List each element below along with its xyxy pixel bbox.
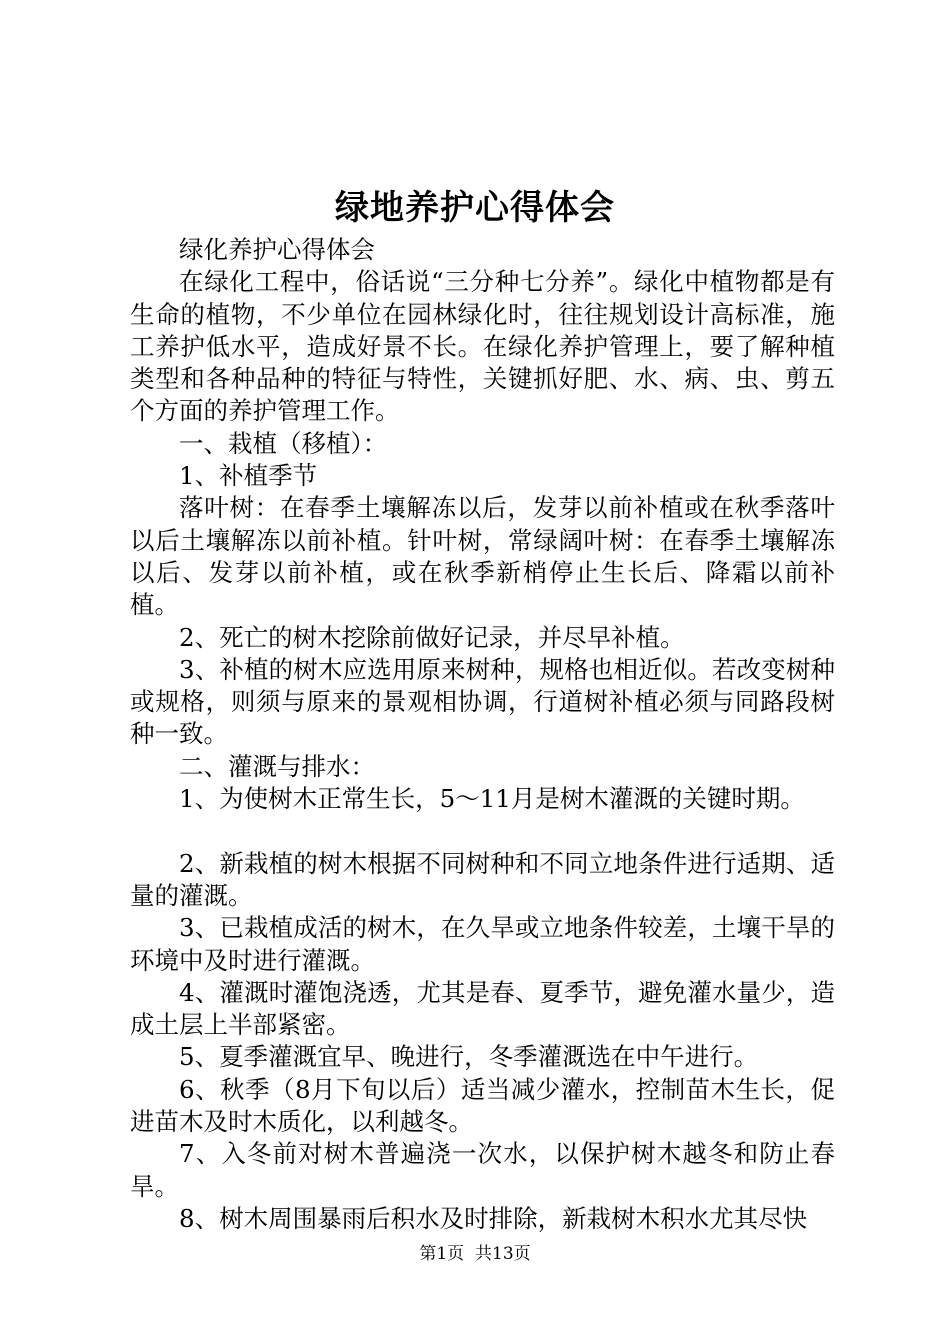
document-body bbox=[130, 234, 835, 1235]
list-item: 6、秋季（8月下旬以后）适当减少灌水，控制苗木生长，促进苗木及时木质化，以利越冬。 bbox=[130, 1074, 835, 1137]
list-item: 3、补植的树木应选用原来树种，规格也相近似。若改变树种或规格，则须与原来的景观相协调，行道树补植必须与同路段树种一致。 bbox=[130, 654, 835, 749]
list-item: 7、入冬前对树木普遍浇一次水，以保护树木越冬和防止春旱。 bbox=[130, 1139, 835, 1201]
paragraph: 绿化养护心得体会 bbox=[179, 235, 375, 264]
subsection-heading: 1、补植季节 bbox=[179, 461, 318, 491]
paragraph: 落叶树：在春季土壤解冻以后，发芽以前补植或在秋季落叶以后土壤解冻以前补植。针叶树，常绿阔叶树：在春季土壤解冻以后、发芽以前补植，或在秋季新梢停止生长后、降霜以前补植。 bbox=[130, 493, 835, 620]
list-item: 8、树木周围暴雨后积水及时排除，新栽树木积水尤其尽快 bbox=[179, 1203, 808, 1233]
page-total: 共13页 bbox=[475, 1244, 531, 1264]
list-item: 5、夏季灌溉宜早、晚进行，冬季灌溉选在中午进行。 bbox=[179, 1042, 759, 1072]
list-item: 3、已栽植成活的树木，在久旱或立地条件较差，土壤干旱的环境中及时进行灌溉。 bbox=[130, 913, 835, 975]
list-item: 1、为使树木正常生长，5～11月是树木灌溉的关键时期。 bbox=[179, 784, 805, 814]
document-title: 绿地养护心得体会 bbox=[335, 188, 615, 228]
section-heading: 一、栽植（移植）： bbox=[179, 428, 388, 458]
section-heading: 二、灌溉与排水： bbox=[179, 751, 375, 781]
page-number: 第1页 bbox=[419, 1244, 465, 1264]
paragraph: 在绿化工程中，俗话说“三分种七分养”。绿化中植物都是有生命的植物，不少单位在园林绿化时，往往规划设计高标准，施工养护低水平，造成好景不长。在绿化养护管理上，要了解种植类型和各种品种的特征与特性，关键抓好肥、水、病、虫、剪五个方面的养护管理工作。 bbox=[130, 267, 835, 426]
page-footer bbox=[0, 1243, 950, 1265]
list-item: 2、死亡的树木挖除前做好记录，并尽早补植。 bbox=[179, 622, 685, 652]
list-item: 4、灌溉时灌饱浇透，尤其是春、夏季节，避免灌水量少，造成土层上半部紧密。 bbox=[130, 977, 835, 1040]
list-item: 2、新栽植的树木根据不同树种和不同立地条件进行适期、适量的灌溉。 bbox=[130, 848, 835, 910]
